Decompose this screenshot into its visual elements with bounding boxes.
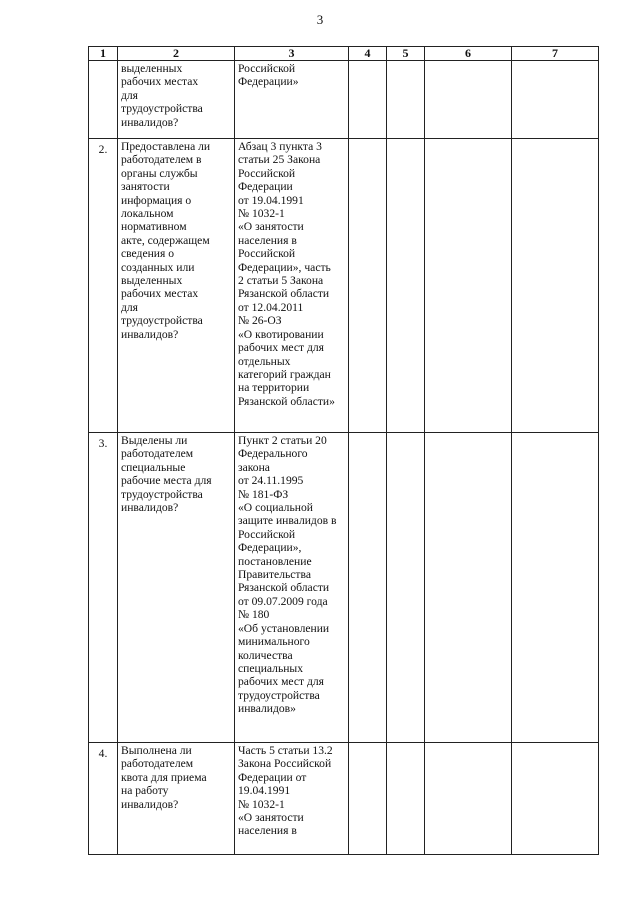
basis-line: Федерации» <box>238 75 299 89</box>
basis-line: № 180 <box>238 608 270 622</box>
basis-line: Закона Российской <box>238 757 332 771</box>
question-line: Выделены ли <box>121 434 188 447</box>
question-line: органы службы <box>121 166 198 180</box>
basis-line: Российской <box>238 247 296 261</box>
row-number: 2. <box>98 143 108 156</box>
basis-line: Федерального <box>238 447 308 461</box>
table-row <box>89 139 599 433</box>
basis-line: инвалидов» <box>238 702 296 716</box>
question-line: занятости <box>121 180 170 194</box>
question-line: рабочих местах <box>121 75 199 89</box>
row-number-cell <box>89 139 118 433</box>
row-number: 3. <box>98 437 108 450</box>
basis-line: от 12.04.2011 <box>238 300 304 314</box>
basis-line: Абзац 3 пункта 3 <box>238 140 322 153</box>
question-line: на работу <box>121 784 169 798</box>
basis-line: населения в <box>238 233 297 247</box>
empty-cell <box>425 433 512 743</box>
question-line: нормативном <box>121 220 187 234</box>
checklist-table <box>88 46 599 855</box>
question-cell <box>118 139 235 433</box>
basis-line: Федерации <box>238 180 293 194</box>
column-header: 7 <box>512 47 599 61</box>
empty-cell <box>512 139 599 433</box>
question-line: созданных или <box>121 260 195 274</box>
empty-cell <box>512 743 599 855</box>
question-line: рабочих местах <box>121 287 199 301</box>
empty-cell <box>387 743 425 855</box>
basis-line: Рязанской области <box>238 287 330 301</box>
question-line: для <box>121 300 139 314</box>
page-number: 3 <box>316 12 324 27</box>
basis-line: отдельных <box>238 354 291 368</box>
empty-cell <box>425 743 512 855</box>
basis-line: количества <box>238 648 293 662</box>
question-line: выделенных <box>121 274 183 288</box>
question-line: Предоставлена ли <box>121 140 211 153</box>
basis-line: Правительства <box>238 568 311 582</box>
question-line: трудоустройства <box>121 102 203 116</box>
question-line: локальном <box>121 207 174 221</box>
basis-line: Федерации», <box>238 541 302 555</box>
basis-line: 2 статьи 5 Закона <box>238 274 324 288</box>
basis-line: населения в <box>238 824 297 838</box>
basis-line: 19.04.1991 <box>238 784 291 798</box>
basis-line: «О занятости <box>238 220 304 234</box>
basis-line: минимального <box>238 635 310 649</box>
question-line: работодателем <box>121 757 194 771</box>
basis-line: Федерации от <box>238 770 307 784</box>
basis-line: № 26-ОЗ <box>238 314 282 328</box>
empty-cell <box>387 139 425 433</box>
basis-line: Рязанской области» <box>238 394 335 408</box>
basis-line: статьи 25 Закона <box>238 153 321 167</box>
row-number-cell <box>89 433 118 743</box>
question-line: информация о <box>121 193 192 207</box>
basis-line: Рязанской области <box>238 581 330 595</box>
question-line: работодателем в <box>121 153 202 167</box>
basis-line: защите инвалидов в <box>238 514 337 528</box>
basis-line: «О занятости <box>238 811 304 825</box>
basis-line: Российской <box>238 527 296 541</box>
empty-cell <box>387 433 425 743</box>
question-line: трудоустройства <box>121 487 203 501</box>
column-header: 1 <box>89 47 118 61</box>
table-body <box>89 61 599 855</box>
empty-cell <box>512 61 599 139</box>
basis-cell <box>235 61 349 139</box>
empty-cell <box>349 743 387 855</box>
column-header: 4 <box>349 47 387 61</box>
empty-cell <box>425 139 512 433</box>
empty-cell <box>349 61 387 139</box>
basis-cell <box>235 433 349 743</box>
question-line: для <box>121 88 139 102</box>
question-line: выделенных <box>121 62 183 75</box>
basis-line: закона <box>238 460 270 474</box>
table-row <box>89 433 599 743</box>
question-line: инвалидов? <box>121 501 179 515</box>
column-header: 5 <box>387 47 425 61</box>
question-line: сведения о <box>121 247 175 261</box>
basis-line: «О квотировании <box>238 327 324 341</box>
basis-line: рабочих мест для <box>238 675 324 689</box>
table-row <box>89 61 599 139</box>
question-line: инвалидов? <box>121 327 179 341</box>
row-number-cell <box>89 743 118 855</box>
row-number <box>89 61 117 65</box>
basis-line: на территории <box>238 381 310 395</box>
empty-cell <box>387 61 425 139</box>
basis-line: рабочих мест для <box>238 341 324 355</box>
empty-cell <box>349 139 387 433</box>
basis-cell <box>235 743 349 855</box>
header-row <box>89 47 599 61</box>
table-row <box>89 743 599 855</box>
basis-line: специальных <box>238 661 304 675</box>
question-line: рабочие места для <box>121 474 212 488</box>
empty-cell <box>512 433 599 743</box>
basis-line: трудоустройства <box>238 688 320 702</box>
column-header: 2 <box>118 47 235 61</box>
basis-line: постановление <box>238 554 312 568</box>
basis-line: Пункт 2 статьи 20 <box>238 434 327 447</box>
basis-line: Российской <box>238 62 296 75</box>
question-line: работодателем <box>121 447 194 461</box>
column-header: 6 <box>425 47 512 61</box>
basis-line: № 1032-1 <box>238 797 285 811</box>
basis-line: № 181-ФЗ <box>238 487 289 501</box>
basis-cell <box>235 139 349 433</box>
question-cell <box>118 743 235 855</box>
basis-line: категорий граждан <box>238 367 331 381</box>
empty-cell <box>425 61 512 139</box>
basis-line: Федерации», часть <box>238 260 331 274</box>
basis-line: от 24.11.1995 <box>238 474 304 488</box>
basis-line: от 09.07.2009 года <box>238 594 328 608</box>
question-line: трудоустройства <box>121 314 203 328</box>
question-line: инвалидов? <box>121 797 179 811</box>
row-number-cell <box>89 61 118 139</box>
question-line: квота для приема <box>121 770 207 784</box>
question-line: Выполнена ли <box>121 744 192 757</box>
basis-line: Российской <box>238 166 296 180</box>
question-line: специальные <box>121 460 186 474</box>
basis-line: от 19.04.1991 <box>238 193 304 207</box>
question-line: инвалидов? <box>121 115 179 129</box>
question-cell <box>118 61 235 139</box>
question-line: акте, содержащем <box>121 233 210 247</box>
empty-cell <box>349 433 387 743</box>
row-number: 4. <box>98 747 108 760</box>
basis-line: «Об установлении <box>238 621 330 635</box>
basis-line: «О социальной <box>238 501 313 515</box>
question-cell <box>118 433 235 743</box>
basis-line: № 1032-1 <box>238 207 285 221</box>
basis-line: Часть 5 статьи 13.2 <box>238 744 333 757</box>
column-header: 3 <box>235 47 349 61</box>
